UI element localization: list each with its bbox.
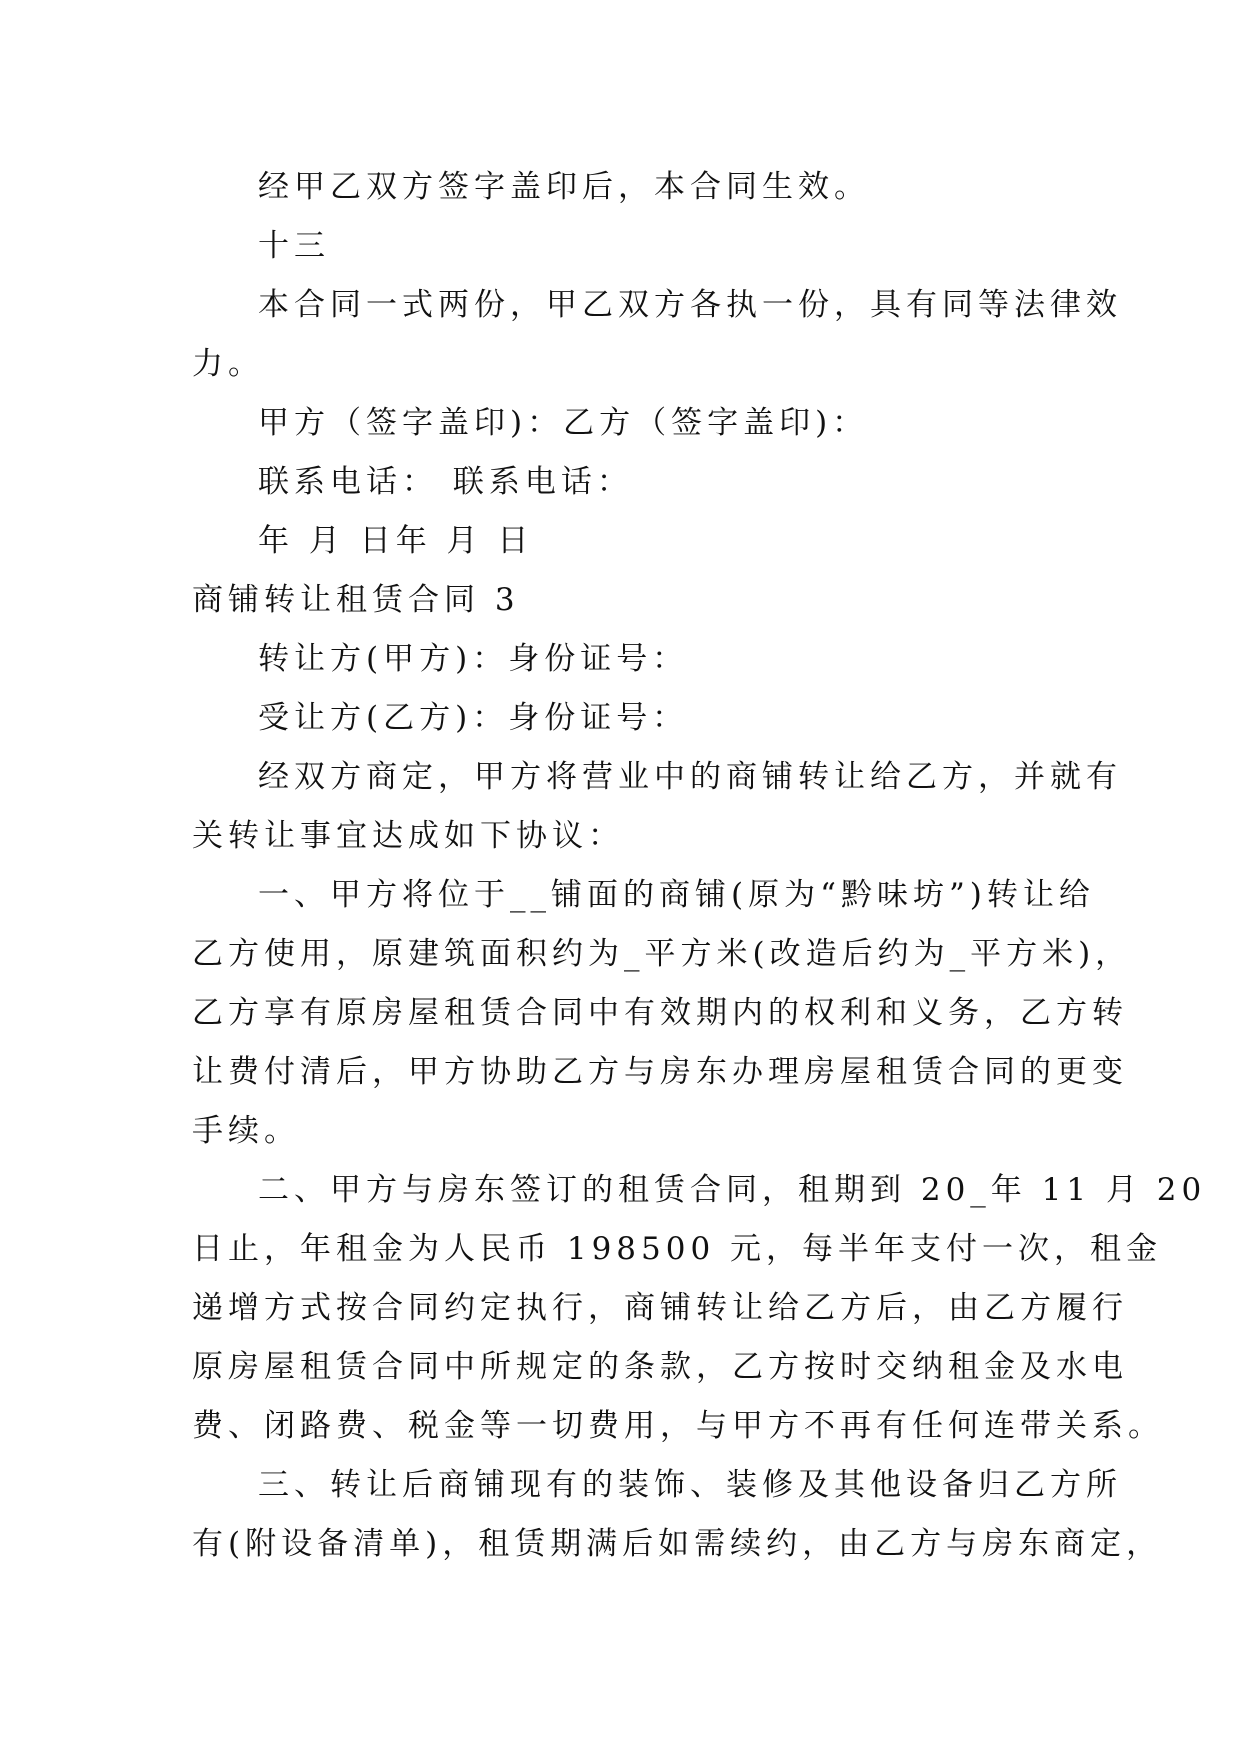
paragraph-line: 力。 [192,346,264,382]
paragraph-line: 关转让事宜达成如下协议： [192,818,624,854]
paragraph-line: 本合同一式两份，甲乙双方各执一份，具有同等法律效 [258,287,1122,323]
document-body [192,158,1207,1574]
clause-line: 让费付清后，甲方协助乙方与房东办理房屋租赁合同的更变 [192,1054,1128,1090]
clause-line: 费、闭路费、税金等一切费用，与甲方不再有任何连带关系。 [192,1408,1164,1444]
section-number: 十三 [258,228,330,264]
clause-line: 原房屋租赁合同中所规定的条款，乙方按时交纳租金及水电 [192,1349,1128,1385]
party-line: 受让方(乙方)：身份证号： [258,700,689,736]
clause-line: 手续。 [192,1113,300,1149]
clause-line: 一、甲方将位于__铺面的商铺(原为“黔味坊”)转让给 [258,877,1095,913]
date-line: 年 月 日年 月 日 [258,523,534,559]
clause-line: 二、甲方与房东签订的租赁合同，租期到 20_年 11 月 20 [258,1172,1207,1208]
clause-line: 乙方享有原房屋租赁合同中有效期内的权利和义务，乙方转 [192,995,1128,1031]
clause-line: 乙方使用，原建筑面积约为_平方米(改造后约为_平方米)， [192,936,1132,972]
clause-line: 有(附设备清单)，租赁期满后如需续约，由乙方与房东商定， [192,1526,1163,1562]
document-heading: 商铺转让租赁合同 3 [192,582,520,618]
phone-line: 联系电话： 联系电话： [258,464,633,500]
clause-line: 三、转让后商铺现有的装饰、装修及其他设备归乙方所 [258,1467,1122,1503]
party-line: 转让方(甲方)：身份证号： [258,641,689,677]
signature-line: 甲方（签字盖印)：乙方（签字盖印)： [258,405,869,441]
paragraph-line: 经双方商定，甲方将营业中的商铺转让给乙方，并就有 [258,759,1122,795]
paragraph-line: 经甲乙双方签字盖印后，本合同生效。 [258,169,870,205]
clause-line: 日止，年租金为人民币 198500 元，每半年支付一次，租金 [192,1231,1163,1267]
clause-line: 递增方式按合同约定执行，商铺转让给乙方后，由乙方履行 [192,1290,1128,1326]
